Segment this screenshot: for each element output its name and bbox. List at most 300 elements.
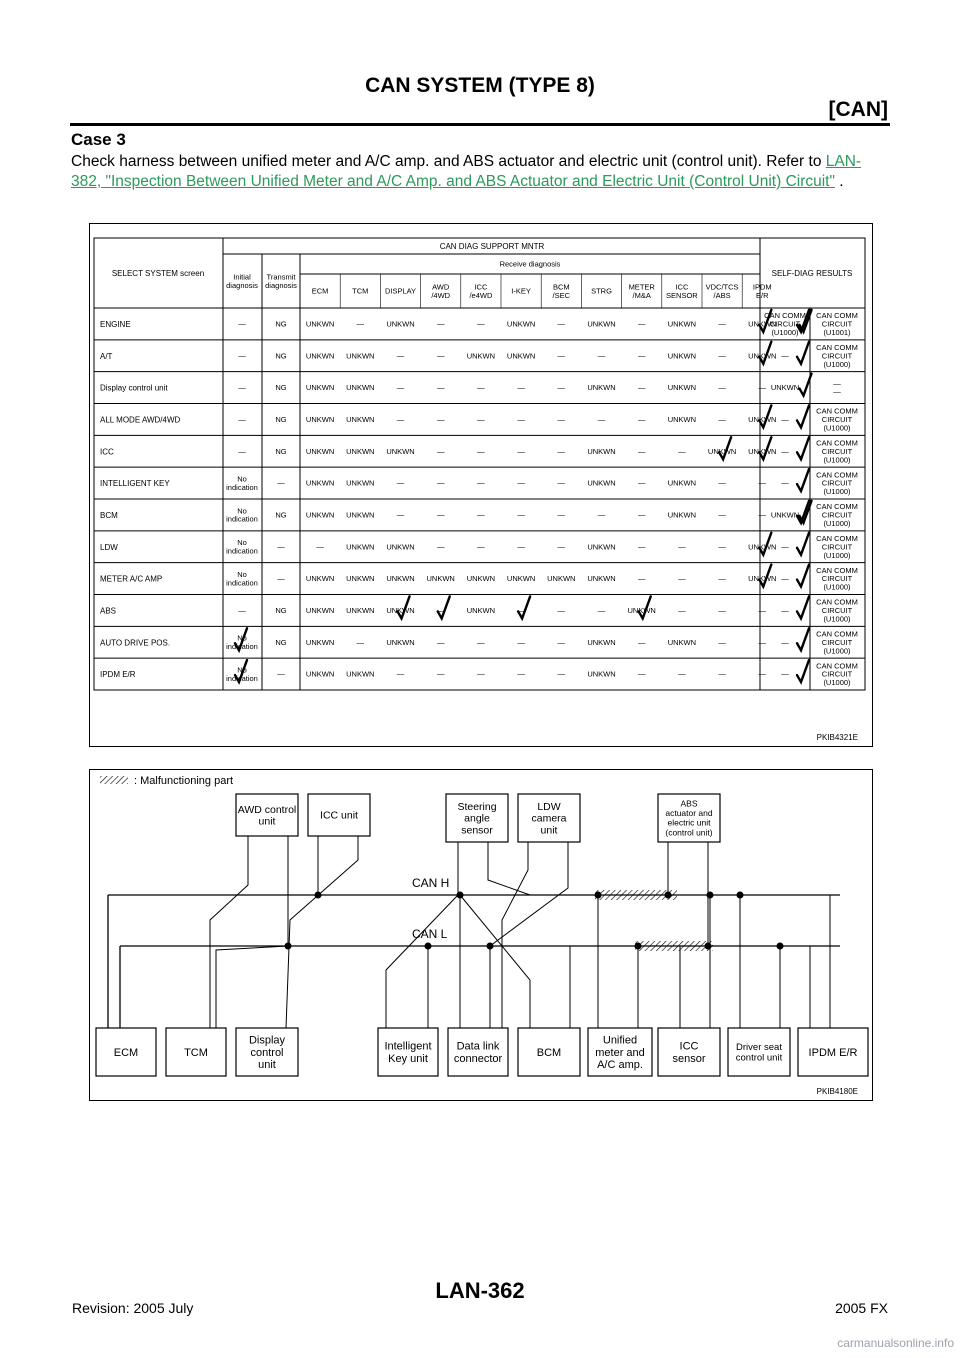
- legend-label: : Malfunctioning part: [134, 775, 234, 787]
- self-diag-cell: —: [781, 669, 789, 679]
- self-diag-cell: —: [781, 606, 789, 616]
- bottom-unit-label: Driver seat: [736, 1042, 782, 1054]
- receive-diag-cell: —: [637, 542, 646, 552]
- can-diag-table-figure: [89, 223, 873, 747]
- receive-col-header: DISPLAY: [384, 286, 417, 296]
- receive-col-header: AWD: [432, 282, 450, 292]
- table-border: [94, 238, 865, 690]
- can-diag-table: [90, 224, 872, 746]
- junction-dot-icon: [425, 943, 432, 950]
- junction-dot-icon: [705, 943, 712, 950]
- check-mark-icon: [797, 628, 809, 650]
- header-rule: [70, 123, 890, 126]
- self-diag-cell: —: [781, 351, 789, 361]
- receive-diag-cell: —: [718, 669, 726, 679]
- receive-diag-cell: —: [396, 478, 405, 488]
- top-unit-label: ABS: [680, 798, 698, 809]
- transmit-diag-cell: NG: [275, 415, 287, 425]
- self-diag-cell: —: [781, 478, 789, 488]
- initial-diag-cell: —: [238, 351, 246, 361]
- initial-diag-cell: No: [237, 506, 247, 516]
- initial-diag-header: diagnosis: [226, 280, 258, 290]
- self-diag-cell: CIRCUIT: [821, 478, 853, 488]
- junction-dot-icon: [707, 892, 714, 899]
- receive-col-header: /4WD: [431, 290, 451, 300]
- receive-diag-cell: —: [436, 383, 445, 393]
- receive-diag-cell: UNKWN: [667, 510, 697, 520]
- self-diag-cell: CIRCUIT: [821, 669, 853, 679]
- initial-diag-cell: indication: [226, 642, 258, 652]
- receive-diag-cell: —: [637, 319, 646, 329]
- self-diag-cell: CIRCUIT: [769, 319, 801, 329]
- receive-diag-cell: —: [637, 510, 646, 520]
- junction-dot-icon: [737, 892, 744, 899]
- receive-col-header: STRG: [591, 286, 612, 296]
- receive-diag-cell: UNKWN: [346, 446, 375, 456]
- receive-diag-cell: UNKWN: [547, 574, 576, 584]
- junction-dot-icon: [595, 892, 602, 899]
- self-diag-cell: CAN COMM: [816, 502, 858, 512]
- receive-diag-cell: —: [718, 542, 726, 552]
- top-unit-label: angle: [464, 812, 490, 825]
- top-unit-label: unit: [258, 815, 276, 828]
- self-diag-cell: (U1000): [823, 550, 851, 560]
- receive-diag-cell: —: [557, 415, 566, 425]
- self-diag-cell: CIRCUIT: [821, 415, 853, 425]
- can-circuit-figure: [89, 769, 873, 1101]
- instruction-paragraph: [71, 152, 891, 192]
- receive-diag-cell: —: [557, 542, 566, 552]
- check-mark-icon: [797, 533, 809, 555]
- wire: [460, 895, 530, 1028]
- transmit-diag-cell: NG: [275, 606, 287, 616]
- top-unit-label: actuator and: [665, 808, 713, 819]
- initial-diag-cell: No: [237, 474, 247, 484]
- paragraph-end: .: [835, 173, 844, 190]
- self-diag-cell: (U1000): [823, 455, 851, 465]
- receive-diag-cell: —: [396, 510, 405, 520]
- receive-diag-cell: —: [758, 383, 767, 393]
- receive-diag-cell: UNKWN: [707, 446, 737, 456]
- receive-diag-cell: —: [396, 383, 405, 393]
- self-diag-cell: (U1000): [823, 614, 851, 624]
- self-diag-cell: CAN COMM: [816, 406, 858, 416]
- initial-diag-cell: —: [238, 319, 246, 329]
- page-title: CAN SYSTEM (TYPE 8): [365, 74, 595, 97]
- receive-diag-cell: —: [396, 351, 405, 361]
- transmit-diag-cell: NG: [275, 446, 287, 456]
- self-diag-cell: CIRCUIT: [821, 574, 853, 584]
- can-diag-header: CAN DIAG SUPPORT MNTR: [439, 241, 545, 251]
- receive-diag-cell: UNKWN: [587, 478, 616, 488]
- check-mark-icon: [797, 565, 809, 587]
- receive-diag-cell: —: [637, 637, 646, 647]
- self-diag-cell: UNKWN: [770, 510, 800, 520]
- receive-diag-cell: —: [758, 637, 767, 647]
- receive-col-header: IPDM: [752, 282, 772, 292]
- receive-col-header: /e4WD: [469, 290, 493, 300]
- self-diag-cell: CIRCUIT: [821, 542, 853, 552]
- transmit-diag-cell: —: [277, 542, 285, 552]
- initial-diag-cell: No: [237, 538, 247, 548]
- receive-col-header: ECM: [311, 286, 329, 296]
- receive-diag-cell: UNKWN: [506, 351, 536, 361]
- row-system-name: ENGINE: [100, 319, 131, 329]
- receive-diag-cell: UNKWN: [667, 415, 697, 425]
- case-title: Case 3: [71, 130, 126, 149]
- receive-diag-cell: UNKWN: [748, 542, 777, 552]
- self-diag-cell: (U1000): [823, 487, 851, 497]
- bottom-unit-label: A/C amp.: [597, 1059, 643, 1072]
- self-diag-cell: CAN COMM: [816, 438, 858, 448]
- junction-dot-icon: [285, 943, 292, 950]
- receive-col-header: ICC: [474, 282, 488, 292]
- receive-diag-cell: —: [557, 510, 566, 520]
- self-diag-cell: CAN COMM: [816, 565, 858, 575]
- receive-diag-cell: UNKWN: [667, 383, 697, 393]
- bottom-unit-label: connector: [453, 1053, 503, 1066]
- receive-diag-cell: UNKWN: [305, 383, 335, 393]
- bottom-unit-label: meter and: [595, 1046, 645, 1059]
- receive-diag-cell: —: [517, 606, 525, 616]
- wire: [502, 842, 528, 1028]
- figure-code: PKIB4321E: [816, 733, 858, 742]
- initial-diag-header: Initial: [233, 272, 251, 282]
- transmit-diag-cell: NG: [275, 510, 287, 520]
- receive-diag-cell: —: [436, 637, 445, 647]
- receive-diag-cell: UNKWN: [346, 669, 375, 679]
- bottom-unit-label: unit: [258, 1059, 276, 1072]
- top-unit-label: AWD control: [237, 803, 297, 816]
- receive-diag-cell: —: [678, 606, 686, 616]
- receive-diag-cell: UNKWN: [305, 478, 335, 488]
- receive-diag-cell: —: [316, 542, 324, 552]
- check-mark-icon: [797, 660, 809, 682]
- receive-diag-cell: UNKWN: [587, 446, 616, 456]
- receive-col-header: I-KEY: [511, 286, 531, 296]
- receive-diag-cell: UNKWN: [305, 415, 335, 425]
- self-diag-cell: (U1000): [823, 582, 851, 592]
- receive-diag-cell: UNKWN: [386, 542, 415, 552]
- receive-diag-cell: —: [557, 606, 566, 616]
- legend-hatch-icon: [100, 776, 128, 784]
- receive-diag-cell: UNKWN: [346, 510, 375, 520]
- self-diag-cell: —: [781, 637, 789, 647]
- receive-diag-cell: UNKWN: [748, 319, 777, 329]
- row-system-name: ABS: [100, 606, 117, 616]
- bottom-unit-label: IPDM E/R: [808, 1046, 858, 1059]
- receive-diag-cell: UNKWN: [506, 574, 536, 584]
- receive-diag-cell: —: [678, 669, 686, 679]
- junction-dot-icon: [457, 892, 464, 899]
- bottom-unit-label: TCM: [184, 1046, 208, 1059]
- receive-diag-cell: —: [436, 606, 445, 616]
- initial-diag-cell: No: [237, 633, 247, 643]
- receive-diag-cell: UNKWN: [748, 351, 777, 361]
- receive-diag-cell: —: [637, 478, 646, 488]
- receive-diag-cell: UNKWN: [466, 574, 496, 584]
- self-diag-cell: (U1000): [823, 678, 851, 688]
- self-diag-cell: —: [781, 415, 789, 425]
- row-system-name: INTELLIGENT KEY: [100, 479, 170, 489]
- receive-diag-cell: —: [477, 637, 485, 647]
- receive-diag-cell: —: [517, 510, 525, 520]
- receive-diag-cell: UNKWN: [587, 574, 616, 584]
- receive-diag-cell: UNKWN: [466, 351, 496, 361]
- transmit-diag-cell: NG: [275, 319, 287, 329]
- receive-diag-cell: —: [637, 574, 646, 584]
- receive-diag-cell: UNKWN: [346, 606, 375, 616]
- receive-diag-cell: —: [637, 446, 646, 456]
- initial-diag-cell: indication: [226, 673, 258, 683]
- row-system-name: AUTO DRIVE POS.: [100, 638, 171, 648]
- self-diag-cell: (U1001): [823, 327, 851, 337]
- self-diag-cell: CIRCUIT: [821, 351, 853, 361]
- receive-diag-header: Receive diagnosis: [499, 259, 561, 269]
- receive-diag-cell: UNKWN: [305, 669, 335, 679]
- receive-diag-cell: —: [557, 637, 566, 647]
- receive-diag-cell: UNKWN: [748, 574, 777, 584]
- self-diag-cell: CAN COMM: [816, 629, 858, 639]
- receive-diag-cell: —: [396, 669, 405, 679]
- receive-diag-cell: UNKWN: [587, 669, 616, 679]
- receive-diag-cell: UNKWN: [386, 446, 415, 456]
- wire: [286, 836, 358, 1028]
- receive-diag-cell: —: [436, 542, 445, 552]
- row-system-name: IPDM E/R: [100, 670, 136, 680]
- receive-diag-cell: UNKWN: [587, 383, 616, 393]
- check-mark-icon: [797, 469, 809, 491]
- receive-diag-cell: —: [557, 319, 566, 329]
- self-diag-cell: CAN COMM: [816, 597, 858, 607]
- self-diag-header: SELF-DIAG RESULTS: [771, 268, 853, 278]
- receive-diag-cell: UNKWN: [386, 606, 415, 616]
- receive-col-header: SENSOR: [666, 290, 698, 300]
- check-mark-icon: [797, 437, 809, 459]
- bottom-unit-label: sensor: [672, 1053, 706, 1066]
- footer-model: 2005 FX: [835, 1300, 888, 1316]
- bottom-unit-label: ECM: [113, 1046, 139, 1059]
- receive-diag-cell: —: [436, 478, 445, 488]
- transmit-diag-cell: NG: [275, 637, 287, 647]
- receive-diag-cell: —: [718, 478, 726, 488]
- self-diag-cell: CAN COMM: [816, 661, 858, 671]
- receive-diag-cell: —: [557, 446, 566, 456]
- can-l-label: CAN L: [412, 927, 448, 941]
- receive-diag-cell: —: [477, 542, 485, 552]
- reference-link[interactable]: LAN-382, "Inspection Between Unified Meter and A/C Amp. and ABS Actuator and Electric Unit (Control Unit) Circuit": [71, 153, 862, 190]
- receive-diag-cell: —: [758, 510, 767, 520]
- initial-diag-cell: —: [238, 606, 246, 616]
- receive-diag-cell: UNKWN: [346, 415, 375, 425]
- receive-diag-cell: —: [718, 574, 726, 584]
- bottom-unit-label: Display: [248, 1034, 286, 1047]
- bottom-unit-label: control: [250, 1046, 284, 1059]
- initial-diag-cell: No: [237, 570, 247, 580]
- receive-diag-cell: —: [597, 415, 606, 425]
- receive-diag-cell: UNKWN: [466, 606, 496, 616]
- receive-diag-cell: UNKWN: [426, 574, 455, 584]
- row-system-name: Display control unit: [100, 383, 168, 393]
- receive-diag-cell: —: [356, 319, 365, 329]
- initial-diag-cell: —: [238, 383, 246, 393]
- self-diag-cell: CIRCUIT: [821, 319, 853, 329]
- receive-diag-cell: —: [557, 669, 566, 679]
- receive-diag-cell: UNKWN: [305, 351, 335, 361]
- receive-diag-cell: —: [678, 542, 686, 552]
- self-diag-cell: CAN COMM: [816, 342, 858, 352]
- receive-diag-cell: UNKWN: [667, 637, 697, 647]
- receive-diag-cell: —: [718, 319, 726, 329]
- receive-col-header: VDC/TCS: [705, 282, 739, 292]
- receive-diag-cell: —: [517, 542, 525, 552]
- initial-diag-cell: —: [238, 446, 246, 456]
- row-system-name: ICC: [100, 447, 114, 457]
- receive-diag-cell: UNKWN: [386, 319, 415, 329]
- receive-diag-cell: —: [477, 478, 485, 488]
- receive-diag-cell: —: [557, 351, 566, 361]
- transmit-diag-cell: —: [277, 478, 285, 488]
- receive-diag-cell: —: [396, 415, 405, 425]
- receive-diag-cell: —: [517, 383, 525, 393]
- receive-diag-cell: —: [436, 415, 445, 425]
- transmit-diag-header: Transmit: [266, 272, 296, 282]
- receive-diag-cell: —: [597, 606, 606, 616]
- receive-diag-cell: —: [678, 446, 686, 456]
- malfunction-segment: [635, 941, 713, 951]
- self-diag-cell: —: [781, 446, 789, 456]
- row-system-name: BCM: [100, 510, 118, 520]
- receive-diag-cell: —: [517, 637, 525, 647]
- receive-diag-cell: —: [718, 510, 726, 520]
- receive-col-header: BCM: [552, 282, 570, 292]
- bottom-unit-label: Unified: [602, 1034, 638, 1047]
- receive-diag-cell: —: [517, 415, 525, 425]
- receive-diag-cell: —: [436, 669, 445, 679]
- self-diag-cell: CAN COMM: [816, 533, 858, 543]
- junction-dot-icon: [635, 943, 642, 950]
- receive-diag-cell: —: [597, 351, 606, 361]
- receive-diag-cell: —: [758, 669, 767, 679]
- transmit-diag-cell: NG: [275, 383, 287, 393]
- self-diag-cell: CAN COMM: [816, 470, 858, 480]
- figure-code: PKIB4180E: [816, 1087, 858, 1096]
- receive-diag-cell: UNKWN: [346, 383, 375, 393]
- self-diag-cell: (U1000): [823, 646, 851, 656]
- footer-revision: Revision: 2005 July: [72, 1300, 194, 1316]
- row-system-name: METER A/C AMP: [100, 574, 163, 584]
- receive-diag-cell: UNKWN: [305, 446, 335, 456]
- receive-diag-cell: —: [718, 351, 726, 361]
- self-diag-cell: (U1000): [771, 327, 799, 337]
- check-mark-icon: [797, 342, 809, 364]
- receive-diag-cell: —: [718, 415, 726, 425]
- receive-diag-cell: —: [477, 319, 485, 329]
- receive-diag-cell: —: [517, 446, 525, 456]
- receive-diag-cell: UNKWN: [587, 319, 616, 329]
- receive-diag-cell: —: [436, 510, 445, 520]
- transmit-diag-cell: —: [277, 574, 285, 584]
- self-diag-cell: CIRCUIT: [821, 637, 853, 647]
- receive-diag-cell: UNKWN: [305, 510, 335, 520]
- receive-diag-cell: UNKWN: [587, 637, 616, 647]
- receive-diag-cell: UNKWN: [587, 542, 616, 552]
- self-diag-cell: CAN COMM: [816, 311, 858, 321]
- check-mark-icon: [797, 596, 809, 618]
- receive-diag-cell: —: [557, 478, 566, 488]
- wire: [216, 836, 288, 1028]
- receive-diag-cell: —: [477, 415, 485, 425]
- transmit-diag-header: diagnosis: [265, 280, 297, 290]
- check-mark-icon: [797, 405, 809, 427]
- paragraph-text: Check harness between unified meter and A/C amp. and ABS actuator and electric unit (control unit). Refer to: [71, 153, 826, 170]
- select-system-header: SELECT SYSTEM screen: [111, 268, 205, 278]
- self-diag-cell: —: [833, 379, 841, 389]
- top-unit-label: sensor: [461, 824, 493, 837]
- receive-diag-cell: —: [517, 669, 525, 679]
- receive-diag-cell: —: [678, 574, 686, 584]
- transmit-diag-cell: —: [277, 669, 285, 679]
- receive-col-header: E/R: [756, 290, 769, 300]
- top-unit-label: Steering: [457, 800, 497, 813]
- initial-diag-cell: No: [237, 665, 247, 675]
- receive-diag-cell: UNKWN: [748, 446, 777, 456]
- footer-page-number: LAN-362: [435, 1278, 525, 1303]
- receive-diag-cell: UNKWN: [346, 351, 375, 361]
- watermark: carmanualsonline.info: [837, 1336, 954, 1350]
- receive-diag-cell: UNKWN: [305, 606, 335, 616]
- row-system-name: ALL MODE AWD/4WD: [100, 415, 181, 425]
- junction-dot-icon: [315, 892, 322, 899]
- receive-diag-cell: —: [718, 637, 726, 647]
- receive-diag-cell: —: [557, 383, 566, 393]
- bottom-unit-label: BCM: [536, 1046, 562, 1059]
- bottom-unit-label: control unit: [735, 1052, 783, 1064]
- receive-diag-cell: UNKWN: [305, 574, 335, 584]
- section-tag: [CAN]: [828, 98, 888, 121]
- receive-diag-cell: UNKWN: [346, 478, 375, 488]
- receive-col-header: /M&A: [632, 290, 651, 300]
- receive-diag-cell: —: [477, 510, 485, 520]
- receive-diag-cell: UNKWN: [305, 319, 335, 329]
- top-unit-label: electric unit: [667, 817, 711, 828]
- self-diag-cell: UNKWN: [770, 383, 800, 393]
- receive-diag-cell: —: [436, 351, 445, 361]
- receive-diag-cell: UNKWN: [748, 415, 777, 425]
- receive-diag-cell: —: [597, 510, 606, 520]
- receive-col-header: TCM: [352, 286, 369, 296]
- receive-diag-cell: UNKWN: [506, 319, 536, 329]
- top-unit-label: ICC unit: [320, 809, 358, 822]
- bottom-unit-label: Key unit: [388, 1053, 428, 1066]
- receive-diag-cell: —: [436, 446, 445, 456]
- receive-diag-cell: —: [477, 383, 485, 393]
- receive-diag-cell: UNKWN: [667, 351, 697, 361]
- self-diag-cell: CIRCUIT: [821, 510, 853, 520]
- receive-diag-cell: —: [758, 606, 767, 616]
- receive-diag-cell: UNKWN: [667, 478, 697, 488]
- receive-diag-cell: —: [356, 637, 365, 647]
- receive-diag-cell: —: [637, 351, 646, 361]
- can-circuit-diagram: [90, 770, 872, 1100]
- self-diag-cell: CIRCUIT: [821, 606, 853, 616]
- receive-diag-cell: UNKWN: [386, 574, 415, 584]
- bottom-unit-label: Data link: [456, 1040, 500, 1053]
- receive-col-header: /ABS: [713, 290, 731, 300]
- top-unit-label: camera: [531, 812, 567, 825]
- row-system-name: LDW: [100, 542, 118, 552]
- receive-diag-cell: —: [637, 415, 646, 425]
